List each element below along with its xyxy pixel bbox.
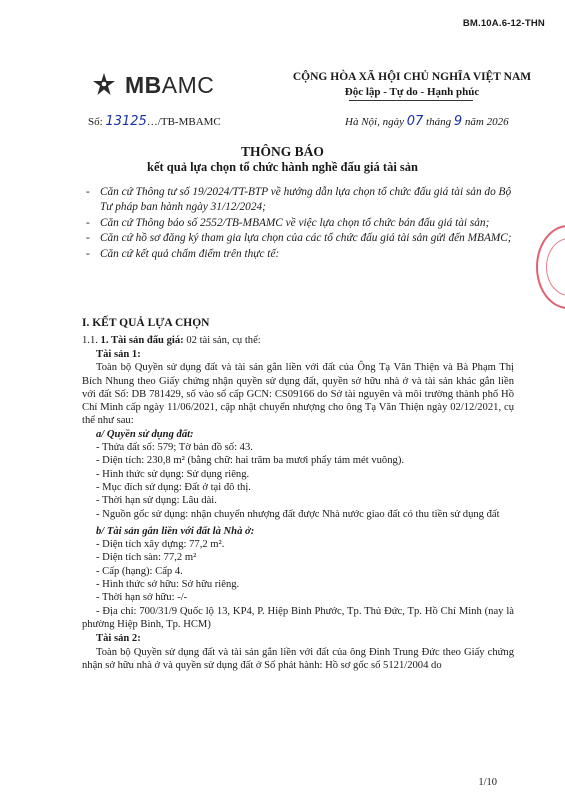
logo-text: MBAMC [125, 71, 215, 98]
land-heading: a/ Quyền sử dụng đất: [96, 428, 194, 440]
mbamc-logo [89, 70, 239, 100]
house-detail: - Diện tích xây dựng: 77,2 m². [96, 539, 225, 551]
house-detail: - Diện tích sàn: 77,2 m² [96, 552, 197, 564]
asset-1-intro: Toàn bộ Quyền sử dụng đất và tài sản gắn liền với đất của Ông Tạ Văn Thiện và Bà Phạm Thị Bích Nhung theo Giấy chứng nhận quyền sử dụng đất, quyền sở hữu nhà ở và tài sản khác gắn liền với đất Số: DB 781429, số vào sổ cấp GCN: CS09166 do Sở tài nguyên và môi trường thành phố Hồ Chí Minh cấp ngày 11/06/2021, cập nhật chuyển nhượng cho ông Tạ Văn Thiện ngày 02/12/2021, cụ thể như sau: [82, 362, 514, 427]
land-detail: - Hình thức sử dụng: Sử dụng riêng. [96, 468, 250, 480]
handwritten-day: 07 [406, 114, 424, 129]
page-number: 1/10 [478, 777, 497, 788]
document-number: Số: 13125…/TB-MBAMC [88, 114, 221, 129]
land-detail: - Diện tích: 230,8 m² (bằng chữ: hai trăm ba mươi phẩy tám mét vuông). [96, 455, 404, 467]
asset-2-heading: Tài sản 2: [96, 633, 141, 645]
handwritten-month: 9 [453, 114, 463, 129]
legal-basis-item: - Căn cứ hồ sơ đăng ký tham gia lựa chọn của các tổ chức đấu giá tài sản gửi đến MBAMC; [84, 231, 514, 246]
land-detail: - Thửa đất số: 579; Tờ bản đồ số: 43. [96, 442, 253, 454]
house-detail: - Thời hạn sở hữu: -/- [96, 592, 188, 604]
house-detail: - Hình thức sở hữu: Sở hữu riêng. [96, 579, 240, 591]
asset-1-heading: Tài sản 1: [96, 349, 141, 360]
land-detail: - Thời hạn sử dụng: Lâu dài. [96, 495, 217, 507]
land-detail: - Mục đích sử dụng: Đất ở tại đô thị. [96, 481, 251, 493]
legal-basis-item: - Căn cứ kết quả chấm điểm trên thực tế: [84, 247, 514, 262]
document-title: THÔNG BÁO [241, 144, 324, 159]
legal-basis-item: - Căn cứ Thông tư số 19/2024/TT-BTP về hướng dẫn lựa chọn tổ chức đấu giá tài sản do Bộ Tư pháp ban hành ngày 31/12/2024; [84, 185, 514, 216]
section-heading: I. KẾT QUẢ LỰA CHỌN [82, 317, 210, 329]
legal-basis-item: - Căn cứ Thông báo số 2552/TB-MBAMC về việc lựa chọn tổ chức bán đấu giá tài sản; [84, 216, 514, 231]
national-header: CỘNG HÒA XÃ HỘI CHỦ NGHĨA VIỆT NAM [292, 71, 532, 83]
item-1-1: 1.1. 1. Tài sản đấu giá: 02 tài sản, cụ thể: [82, 335, 261, 346]
house-detail: - Cấp (hạng): Cấp 4. [96, 565, 183, 577]
asset-2-intro: Toàn bộ Quyền sử dụng đất và tài sản gắn liền với đất của ông Đinh Trung Đức theo Giấy chứng nhận sở hữu nhà ở và quyền sử dụng đất ở Số phát hành: Hồ sơ gốc số 5121/2004 do [82, 646, 514, 671]
asset-1-block [82, 348, 514, 672]
document-subtitle: kết quả lựa chọn tổ chức hành nghề đấu giá tài sản [147, 160, 418, 174]
legal-bases [84, 185, 514, 262]
form-code: BM.10A.6-12-THN [462, 18, 545, 29]
house-heading: b/ Tài sản gắn liền với đất là Nhà ở: [96, 525, 255, 537]
national-motto: Độc lập - Tự do - Hạnh phúc [344, 86, 480, 98]
motto-underline [349, 100, 473, 101]
land-detail: - Nguồn gốc sử dụng: nhận chuyển nhượng đất được Nhà nước giao đất có thu tiền sử dụng đất [96, 508, 500, 520]
handwritten-number: 13125 [105, 114, 147, 129]
star-logo-icon [89, 72, 119, 98]
document-date: Hà Nội, ngày 07 tháng 9 năm 2026 [345, 114, 509, 129]
house-detail: - Địa chỉ: 700/31/9 Quốc lộ 13, KP4, P. Hiệp Bình Phước, Tp. Thủ Đức, Tp. Hồ Chí Minh (nay là phường Hiệp Bình, Tp. HCM) [82, 605, 514, 630]
